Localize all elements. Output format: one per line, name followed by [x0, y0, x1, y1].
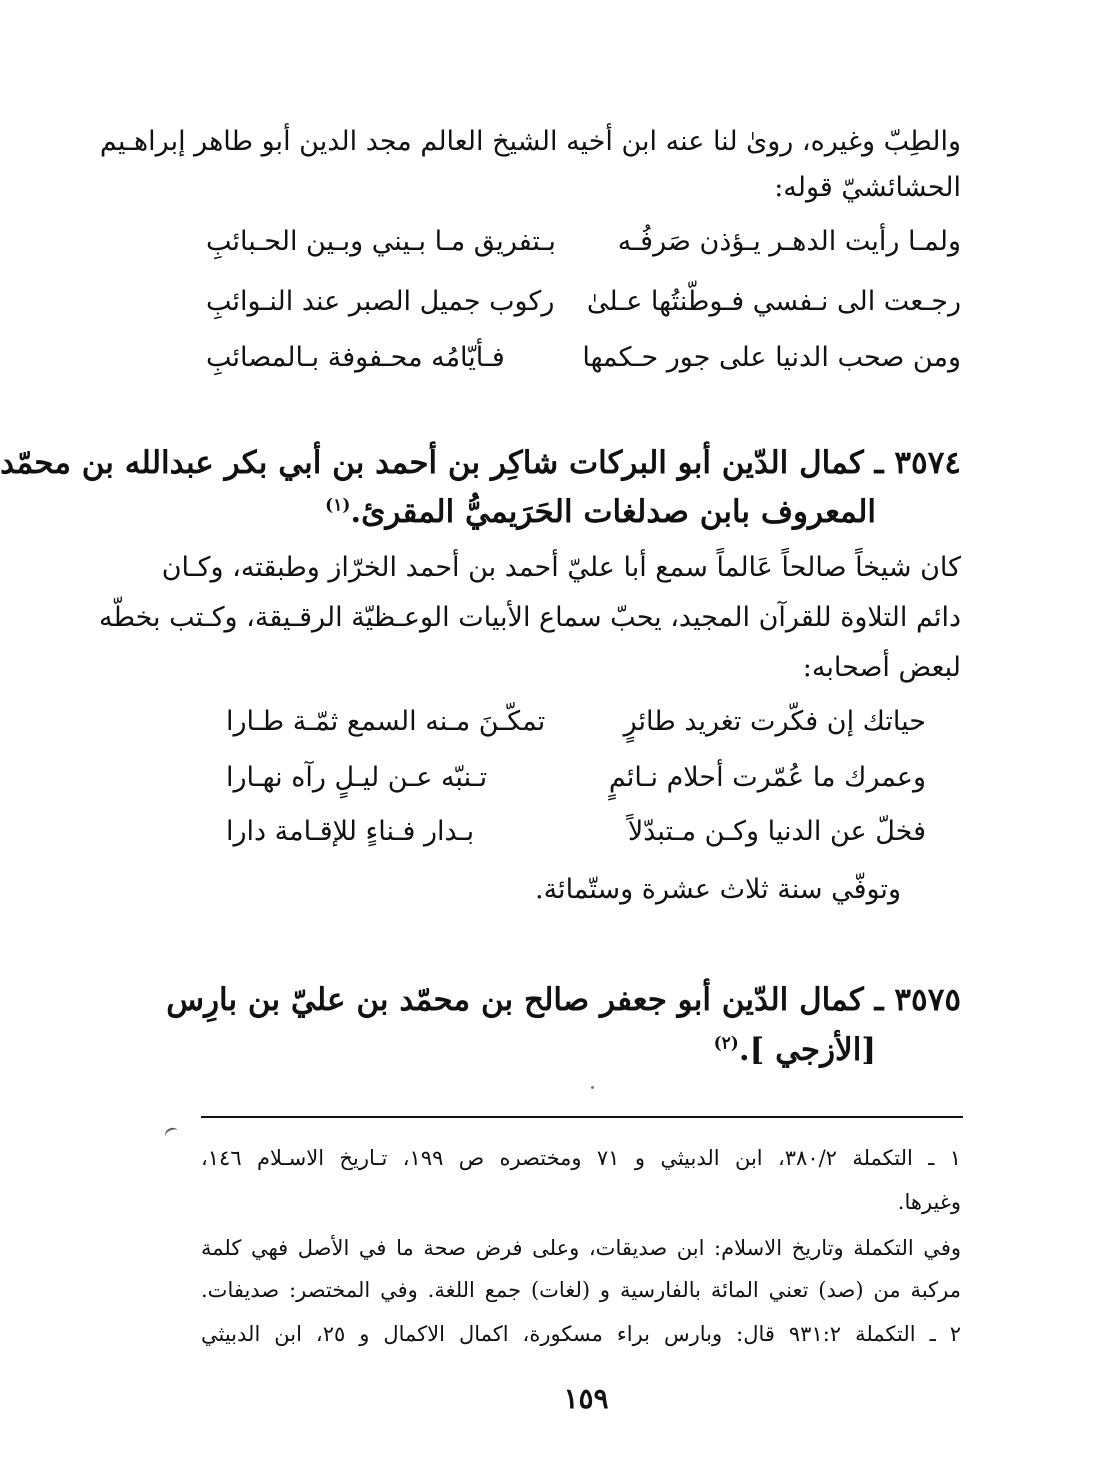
entry-3575-title: ٣٥٧٥ ـ كمال الدّين أبو جعفر صالح بن محمّد بن عليّ بن بارِس: [166, 982, 961, 1018]
entry-3574-title-continuation: [325, 490, 876, 534]
poem2-verse2-hemistich2: تـنبّه عـن ليـلٍ رآه نهـارا: [226, 762, 488, 793]
print-speck: [591, 1086, 594, 1089]
poem2-verse2-hemistich1: وعمرك ما عُمّرت أحلام نـائمٍ: [608, 762, 926, 793]
entry-3574-body-line-3: لبعض أصحابه:: [802, 652, 961, 683]
poem1-verse2-hemistich1: رجـعت الى نـفسي فـوطّنتُها عـلىٰ: [586, 286, 961, 317]
entry-3574-body-line-1: كان شيخاً صالحاً عَالماً سمع أبا عليّ أحمد بن أحمد الخرّاز وطبقته، وكـان: [161, 552, 961, 583]
poem1-verse3-hemistich2: فـأيّامُه محـفوفة بـالمصائبِ: [206, 342, 505, 373]
poem1-verse3-hemistich1: ومن صحب الدنيا على جور حـكمها: [582, 342, 961, 373]
poem2-verse1-hemistich2: تمكّـنَ مـنه السمع ثمّـة طـارا: [226, 706, 546, 737]
footnote-1-line-4: مركبة من (صد) تعني المائة بالفارسية و (لغات) جمع اللغة. وفي المختصر: صديفات.: [201, 1278, 961, 1302]
poem1-verse1-hemistich2: بـتفريق مـا بـيني وبـين الحـبائبِ: [206, 226, 556, 257]
intro-line-1: والطِبّ وغيره، روىٰ لنا عنه ابن أخيه الشيخ العالم مجد الدين أبو طاهر إبراهـيم: [99, 126, 961, 157]
poem1-verse2-hemistich2: ركوب جميل الصبر عند النـوائبِ: [206, 286, 555, 317]
entry-3574-body-line-2: دائم التلاوة للقرآن المجيد، يحبّ سماع الأبيات الوعـظيّة الرقـيقة، وكـتب بخطّه: [98, 602, 961, 633]
page-number: ١٥٩: [563, 1382, 609, 1415]
footnote-separator: [201, 1116, 963, 1118]
footnote-ref-1: (١): [325, 495, 351, 516]
footnote-2-line-1: ٢ ـ التكملة ٩٣١:٢ قال: وبارس براء مسكورة، اكمال الاكمال و ٢٥، ابن الدبيثي: [201, 1322, 961, 1346]
poem2-verse3-hemistich2: بـدار فـناءٍ للإقـامة دارا: [226, 816, 475, 847]
footnote-1-line-2: وغيرها.: [897, 1190, 961, 1214]
footnote-1-line-1: ١ ـ التكملة ٣٨٠/٢، ابن الدبيثي و ٧١ ومختصره ص ١٩٩، تـاريخ الاسـلام ١٤٦،: [201, 1146, 961, 1170]
margin-mark: [163, 1126, 181, 1143]
entry-3575-title-continuation: [714, 1028, 876, 1072]
footnote-1-line-3: وفي التكملة وتاريخ الاسلام: ابن صديقات، وعلى فرض صحة ما في الأصل فهي كلمة: [201, 1236, 961, 1260]
entry-3574-title: ٣٥٧٤ ـ كمال الدّين أبو البركات شاكِر بن أحمد بن أبي بكر عبدالله بن محمّد: [0, 445, 961, 481]
footnote-ref-2: (٢): [713, 1033, 739, 1054]
entry-3574-death-note: وتوفّي سنة ثلاث عشرة وستّمائة.: [535, 874, 901, 905]
entry-3575-title-cont-text: [الأزجي ].: [738, 1032, 876, 1068]
poem2-verse1-hemistich1: حياتك إن فكّرت تغريد طائرٍ: [623, 706, 926, 737]
intro-line-2: الحشائشيّ قوله:: [774, 172, 961, 203]
entry-3574-title-cont-text: المعروف بابن صدلغات الحَرَيميُّ المقرئ.: [350, 494, 876, 530]
poem2-verse3-hemistich1: فخلّ عن الدنيا وكـن مـتبدّلاً: [627, 816, 926, 847]
poem1-verse1-hemistich1: ولمـا رأيت الدهـر يـؤذن صَرفُـه: [617, 226, 961, 257]
